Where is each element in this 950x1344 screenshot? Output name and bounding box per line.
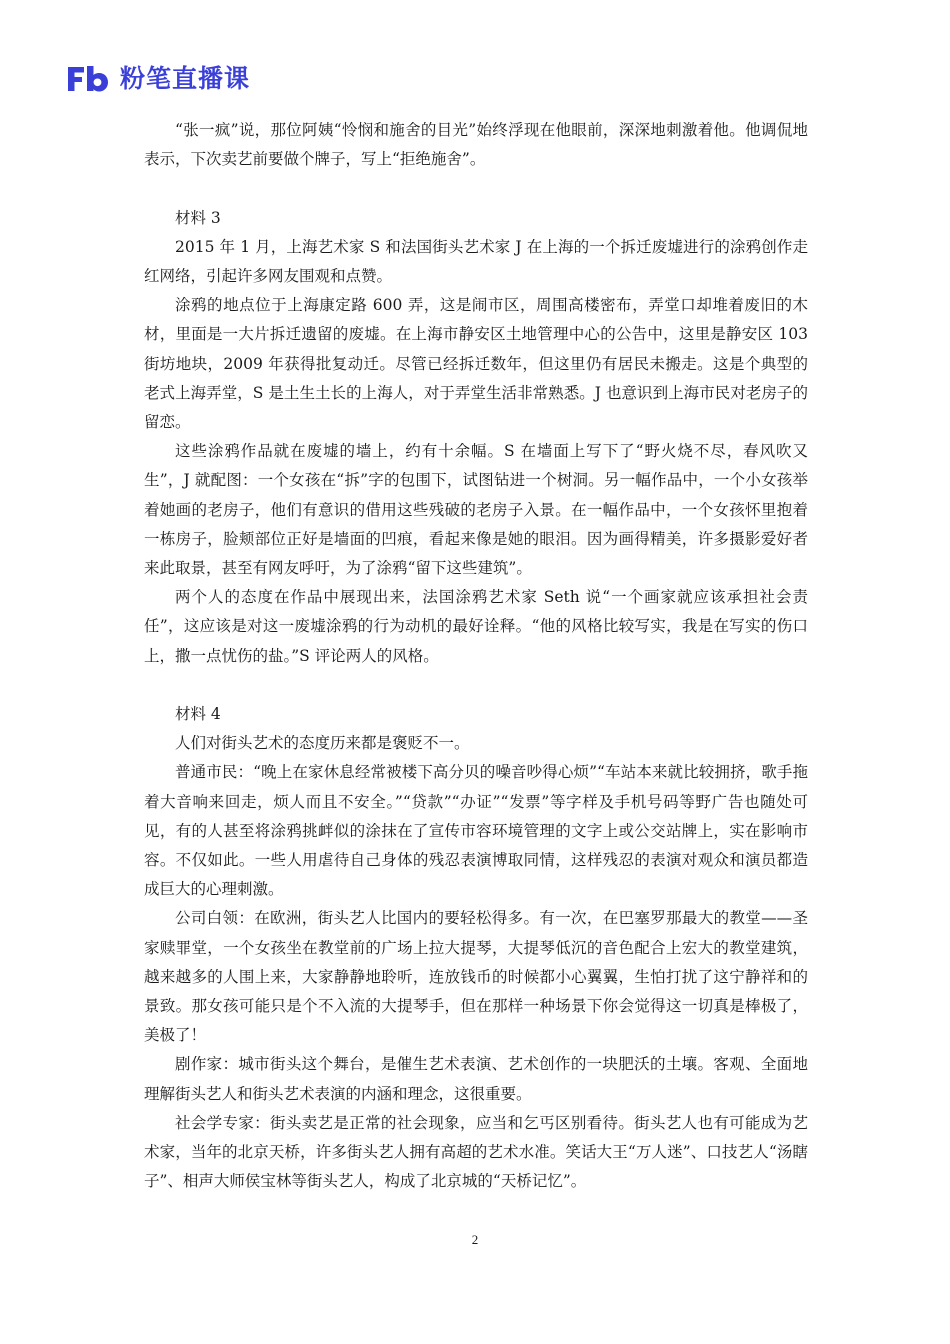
paragraph: “张一疯”说，那位阿姨“怜悯和施舍的目光”始终浮现在他眼前，深深地刺激着他。他调侃地表示，下次卖艺前要做个牌子，写上“拒绝施舍”。 [144, 121, 808, 169]
page-number: 2 [471, 1232, 479, 1247]
paragraph: 剧作家：城市街头这个舞台，是催生艺术表演、艺术创作的一块肥沃的土壤。客观、全面地理解街头艺人和街头艺术表演的内涵和理念，这很重要。 [144, 1055, 808, 1103]
paragraph: 社会学专家：街头卖艺是正常的社会现象，应当和乞丐区别看待。街头艺人也有可能成为艺术家，当年的北京天桥，许多街头艺人拥有高超的艺术水准。笑话大王“万人迷”、口技艺人“汤瞎子”、相声大师侯宝林等街头艺人，构成了北京城的“天桥记忆”。 [144, 1113, 808, 1191]
section-title-material-4: 材料 4 [175, 705, 221, 724]
paragraph: 公司白领：在欧洲，街头艺人比国内的要轻松得多。有一次，在巴塞罗那最大的教堂——圣家赎罪堂，一个女孩坐在教堂前的广场上拉大提琴，大提琴低沉的音色配合上宏大的教堂建筑，越来越多的人围上来，大家静静地聆听，连放钱币的时候都小心翼翼，生怕打扰了这宁静祥和的景致。那女孩可能只是个不入流的大提琴手，但在那样一种场景下你会觉得这一切真是棒极了，美极了！ [144, 909, 808, 1045]
page-header [66, 62, 250, 96]
brand-name: 粉笔直播课 [120, 64, 251, 93]
paragraph: 普通市民：“晚上在家休息经常被楼下高分贝的噪音吵得心烦”“车站本来就比较拥挤，歌手拖着大音响来回走，烦人而且不安全。”“贷款”“办证”“发票”等字样及手机号码等野广告也随处可见，有的人甚至将涂鸦挑衅似的涂抹在了宣传市容环境管理的文字上或公交站牌上，实在影响市容。不仅如此。一些人用虐待自己身体的残忍表演博取同情，这样残忍的表演对观众和演员都造成巨大的心理刺激。 [144, 763, 808, 899]
section-title-material-3: 材料 3 [175, 208, 221, 227]
paragraph: 人们对街头艺术的态度历来都是褒贬不一。 [175, 734, 470, 753]
paragraph: 这些涂鸦作品就在废墟的墙上，约有十余幅。S 在墙面上写下了“野火烧不尽，春风吹又生”，J 就配图：一个女孩在“拆”字的包围下，试图钻进一个树洞。另一幅作品中，一个小女孩举着她画的老房子，他们有意识的借用这些残破的老房子入景。在一幅作品中，一个女孩怀里抱着一栋房子，脸颊部位正好是墙面的凹痕，看起来像是她的眼泪。因为画得精美，许多摄影爱好者来此取景，甚至有网友呼吁，为了涂鸦“留下这些建筑”。 [144, 442, 808, 578]
document-body [144, 116, 808, 1196]
spacer [144, 174, 808, 203]
paragraph: 涂鸦的地点位于上海康定路 600 弄，这是闹市区，周围高楼密布，弄堂口却堆着废旧的木材，里面是一大片拆迁遗留的废墟。在上海市静安区土地管理中心的公告中，这里是静安区 103 街坊地块，2009 年获得批复动迁。尽管已经拆迁数年，但这里仍有居民未搬走。这是个典型的老式上海弄堂，S 是土生土长的上海人，对于弄堂生活非常熟悉。J 也意识到上海市民对老房子的留恋。 [144, 296, 808, 432]
paragraph: 两个人的态度在作品中展现出来，法国涂鸦艺术家 Seth 说“一个画家就应该承担社会责任”，这应该是对这一废墟涂鸦的行为动机的最好诠释。“他的风格比较写实，我是在写实的伤口上，撒一点忧伤的盐。”S 评论两人的风格。 [144, 588, 808, 665]
fb-logo-icon [66, 64, 114, 94]
paragraph: 2015 年 1 月，上海艺术家 S 和法国街头艺术家 J 在上海的一个拆迁废墟进行的涂鸦创作走红网络，引起许多网友围观和点赞。 [144, 237, 808, 285]
spacer [144, 671, 808, 700]
